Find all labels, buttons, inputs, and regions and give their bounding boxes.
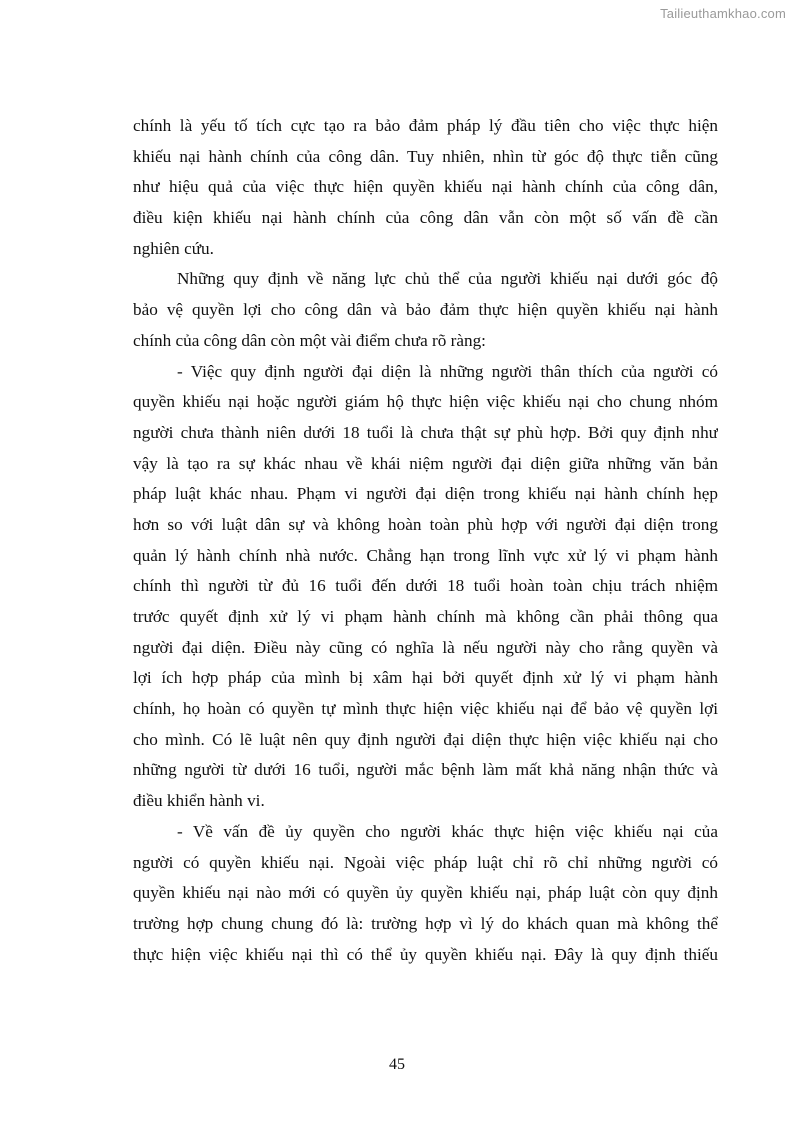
text-line: thực hiện việc khiếu nại thì có thể ủy quyền khiếu nại. Đây là quy định thiếu — [133, 944, 718, 964]
text-line: quản lý hành chính nhà nước. Chẳng hạn trong lĩnh vực xử lý vi phạm hành — [133, 545, 718, 565]
text-line: pháp luật khác nhau. Phạm vi người đại diện trong khiếu nại hành chính hẹp — [133, 484, 718, 504]
text-line: người chưa thành niên dưới 18 tuổi là chưa thật sự phù hợp. Bởi quy định như — [133, 422, 718, 442]
text-line: như hiệu quả của việc thực hiện quyền khiếu nại hành chính của công dân, — [133, 177, 718, 197]
text-line: trước quyết định xử lý vi phạm hành chính mà không cần phải thông qua — [133, 607, 718, 626]
text-line: vậy là tạo ra sự khác nhau về khái niệm người đại diện giữa những văn bản — [133, 453, 718, 473]
text-line: khiếu nại hành chính của công dân. Tuy nhiên, nhìn từ góc độ thực tiễn cũng — [133, 146, 718, 166]
body-text — [133, 111, 718, 970]
text-line: - Về vấn đề ủy quyền cho người khác thực hiện việc khiếu nại của — [177, 821, 718, 841]
text-line: - Việc quy định người đại diện là những người thân thích của người có — [177, 361, 718, 381]
text-line: người đại diện. Điều này cũng có nghĩa là nếu người này cho rằng quyền và — [133, 637, 718, 657]
text-line: chính của công dân còn một vài điểm chưa rõ ràng: — [133, 330, 486, 350]
text-line: chính thì người từ đủ 16 tuổi đến dưới 18 tuổi hoàn toàn chịu trách nhiệm — [133, 576, 718, 596]
text-line: hơn so với luật dân sự và không hoàn toàn phù hợp với người đại diện trong — [133, 514, 718, 534]
text-line: những người từ dưới 16 tuổi, người mắc bệnh làm mất khả năng nhận thức và — [133, 760, 718, 780]
text-line: quyền khiếu nại hoặc người giám hộ thực hiện việc khiếu nại cho chung nhóm — [133, 392, 718, 412]
text-line: chính, họ hoàn có quyền tự mình thực hiện việc khiếu nại để bảo vệ quyền lợi — [133, 699, 718, 719]
page-number: 45 — [389, 1056, 405, 1073]
text-line: nghiên cứu. — [133, 238, 214, 258]
watermark: Tailieuthamkhao.com — [660, 6, 786, 21]
text-line: điều kiện khiếu nại hành chính của công dân vẫn còn một số vấn đề cần — [133, 208, 718, 228]
text-line: lợi ích hợp pháp của mình bị xâm hại bởi quyết định xử lý vi phạm hành — [133, 668, 718, 688]
text-line: người có quyền khiếu nại. Ngoài việc pháp luật chỉ rõ chỉ những người có — [133, 852, 718, 872]
text-line: điều khiển hành vi. — [133, 791, 265, 811]
text-line: chính là yếu tố tích cực tạo ra bảo đảm pháp lý đầu tiên cho việc thực hiện — [133, 116, 718, 135]
text-line: quyền khiếu nại nào mới có quyền ủy quyền khiếu nại, pháp luật còn quy định — [133, 883, 718, 903]
text-line: cho mình. Có lẽ luật nên quy định người đại diện thực hiện việc khiếu nại cho — [133, 729, 718, 749]
text-line: Những quy định về năng lực chủ thể của người khiếu nại dưới góc độ — [177, 269, 718, 289]
text-line: trường hợp chung chung đó là: trường hợp vì lý do khách quan mà không thể — [133, 913, 718, 933]
text-line: bảo vệ quyền lợi cho công dân và bảo đảm thực hiện quyền khiếu nại hành — [133, 300, 718, 320]
